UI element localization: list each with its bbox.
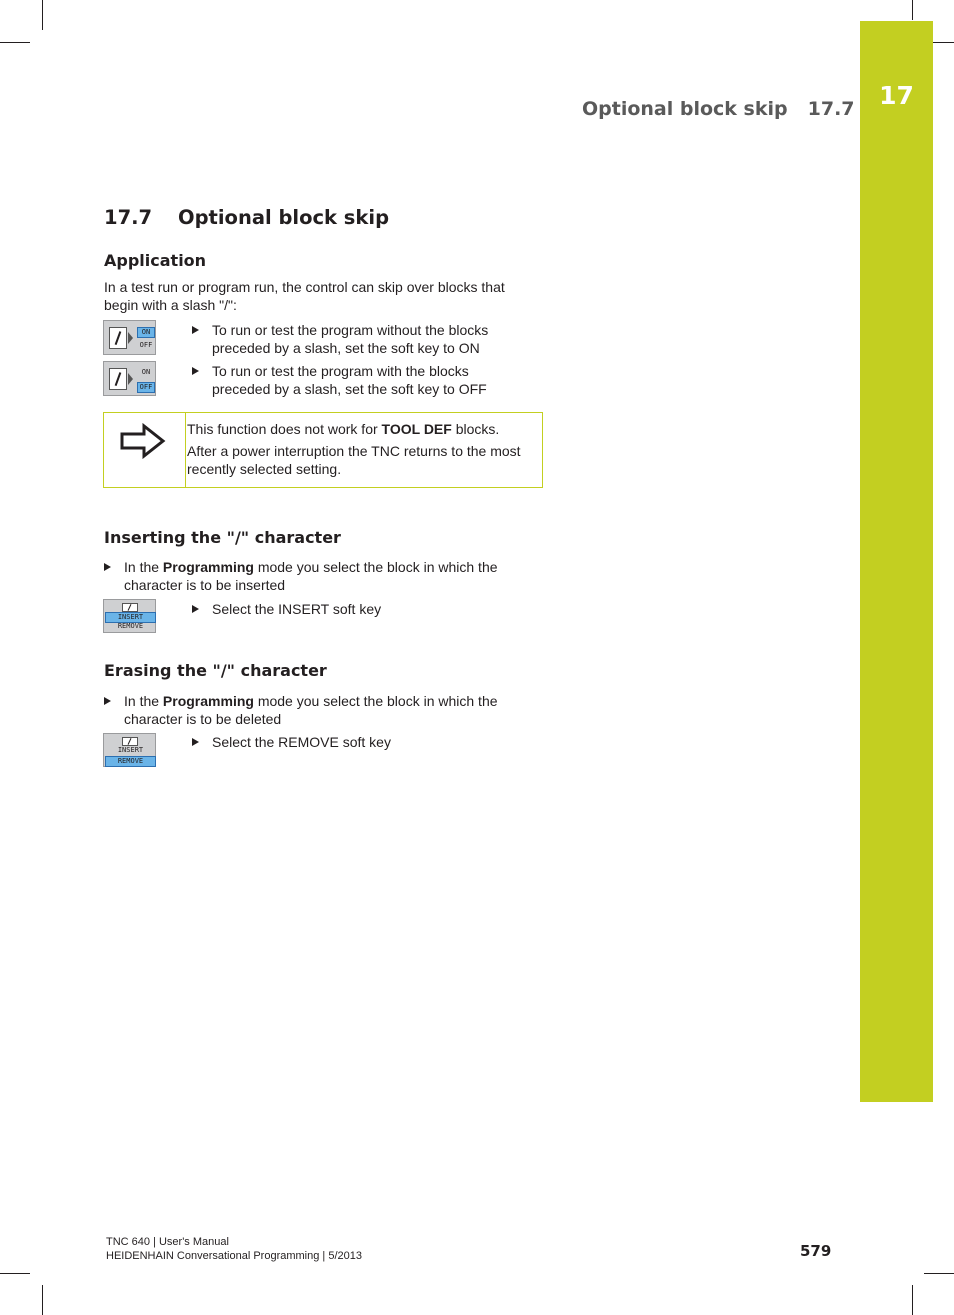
slash-icon	[109, 327, 127, 349]
application-intro: In a test run or program run, the control can skip over blocks that begin with a slash "/":	[104, 279, 505, 313]
slash-icon	[122, 603, 138, 612]
slash-icon	[122, 737, 138, 746]
note-line-2: After a power interruption the TNC returns to the most recently selected setting.	[187, 443, 521, 477]
page-number: 579	[800, 1242, 832, 1260]
footer-line-2: HEIDENHAIN Conversational Programming | 5/2013	[106, 1250, 362, 1262]
bullet-triangle-icon	[104, 563, 111, 571]
heading-application: Application	[104, 251, 207, 270]
step-set-off-text: To run or test the program with the blocks preceded by a slash, set the soft key to OFF	[212, 363, 487, 397]
step-erase-text-start: In the	[124, 693, 163, 709]
running-head-number: 17.7	[807, 98, 855, 120]
softkey-off-label: OFF	[137, 382, 155, 393]
softkey-off-label: OFF	[139, 341, 153, 349]
chapter-tab	[860, 21, 933, 1102]
pointer-icon	[128, 373, 133, 385]
crop-mark	[924, 1273, 954, 1274]
bullet-triangle-icon	[192, 326, 199, 334]
softkey-remove-label: REMOVE	[117, 622, 144, 630]
bullet-triangle-icon	[104, 697, 111, 705]
slash-icon	[109, 368, 127, 390]
step-insert-text-end: mode you select the block in which the character is to be inserted	[124, 559, 498, 593]
crop-mark	[42, 1285, 43, 1315]
crop-mark	[912, 1285, 913, 1315]
heading-inserting: Inserting the "/" character	[104, 528, 341, 547]
bullet-triangle-icon	[192, 367, 199, 375]
softkey-remove-label: REMOVE	[105, 756, 156, 767]
crop-mark	[912, 0, 913, 20]
step-insert-select-block-text	[124, 558, 524, 594]
step-set-on-text: To run or test the program without the blocks preceded by a slash, set the soft key to ON	[212, 322, 489, 356]
section-number: 17.7	[104, 206, 153, 229]
bullet-triangle-icon	[192, 605, 199, 613]
insert-remove-softkey-icon	[103, 733, 156, 767]
slash-on-off-softkey-icon	[103, 361, 156, 396]
heading-erasing: Erasing the "/" character	[104, 661, 327, 680]
step-insert-text-start: In the	[124, 559, 163, 575]
step-select-remove-text: Select the REMOVE soft key	[212, 734, 391, 750]
chapter-number: 17	[879, 81, 914, 110]
softkey-on-label: ON	[137, 327, 155, 338]
note-line-1	[187, 421, 532, 439]
note-divider	[185, 413, 186, 487]
insert-remove-softkey-icon	[103, 599, 156, 633]
step-erase-mode: Programming	[162, 693, 254, 709]
softkey-insert-label: INSERT	[105, 612, 156, 623]
running-head	[582, 98, 855, 120]
section-title	[104, 206, 389, 229]
softkey-on-label: ON	[141, 368, 151, 376]
pointer-icon	[128, 332, 133, 344]
step-erase-select-block-text	[124, 692, 524, 728]
arrow-right-icon	[120, 423, 166, 459]
note-line-1-end: blocks.	[451, 421, 500, 437]
crop-mark	[0, 1273, 30, 1274]
crop-mark	[42, 0, 43, 30]
note-line-1-start: This function does not work for	[187, 421, 382, 437]
footer-line-1: TNC 640 | User's Manual	[106, 1236, 229, 1248]
running-head-title: Optional block skip	[582, 98, 788, 120]
softkey-insert-label: INSERT	[117, 746, 144, 754]
crop-mark	[0, 42, 30, 43]
section-name: Optional block skip	[178, 206, 390, 229]
footer	[106, 1235, 362, 1263]
note-box	[103, 412, 543, 488]
bullet-triangle-icon	[192, 738, 199, 746]
step-insert-mode: Programming	[162, 559, 254, 575]
step-erase-text-end: mode you select the block in which the character is to be deleted	[124, 693, 498, 727]
note-keyword: TOOL DEF	[381, 421, 452, 437]
slash-on-off-softkey-icon	[103, 320, 156, 355]
step-select-insert-text: Select the INSERT soft key	[212, 601, 382, 617]
